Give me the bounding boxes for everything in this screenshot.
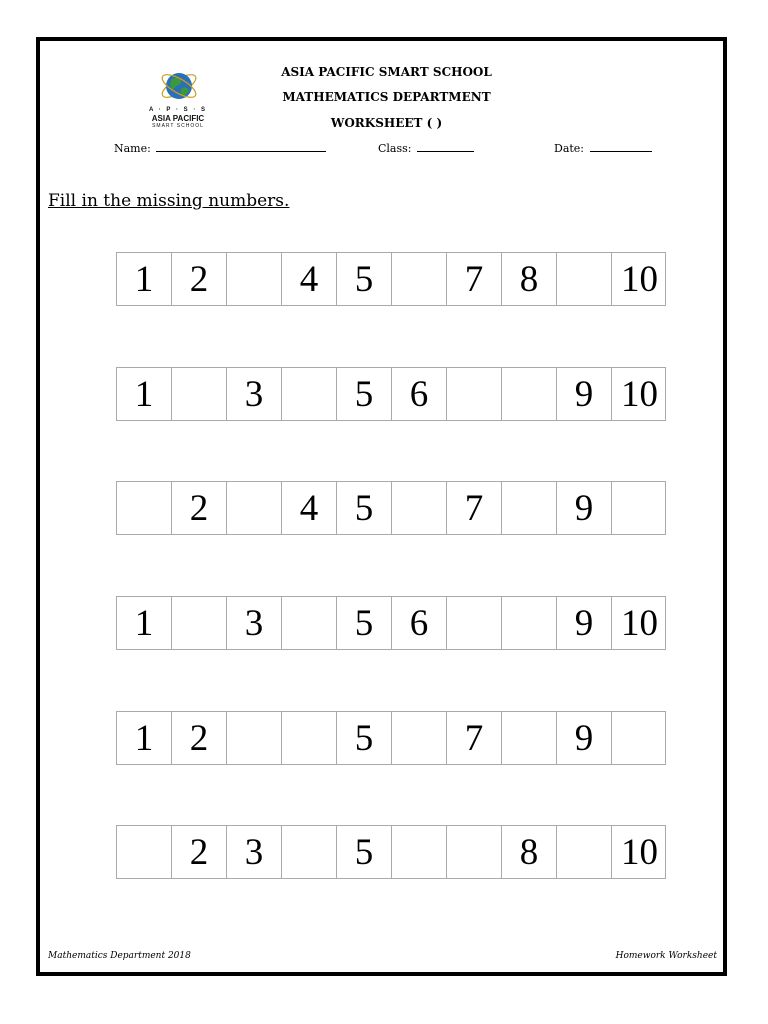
- number-box: 9: [557, 712, 612, 764]
- date-blank[interactable]: [590, 141, 652, 152]
- blank-number-box[interactable]: [227, 712, 282, 764]
- logo-initials: A · P · S · S: [148, 107, 207, 113]
- blank-number-box[interactable]: [557, 826, 612, 878]
- number-box: 10: [621, 831, 658, 873]
- blank-number-box[interactable]: [557, 253, 612, 305]
- number-box: 9: [557, 597, 612, 649]
- blank-number-box[interactable]: [392, 826, 447, 878]
- blank-number-box[interactable]: [392, 482, 447, 534]
- blank-number-box[interactable]: [447, 597, 502, 649]
- blank-number-box[interactable]: [227, 253, 282, 305]
- number-box: 3: [227, 826, 282, 878]
- department-name: MATHEMATICS DEPARTMENT: [282, 90, 491, 104]
- number-box: 4: [282, 253, 337, 305]
- blank-number-box[interactable]: [172, 597, 227, 649]
- blank-number-box[interactable]: [502, 482, 557, 534]
- date-label: Date:: [554, 142, 585, 155]
- number-box: 5: [337, 826, 392, 878]
- blank-number-box[interactable]: [282, 597, 337, 649]
- footer-right: Homework Worksheet: [615, 951, 717, 961]
- number-box: 5: [337, 253, 392, 305]
- logo-tagline: SMART SCHOOL: [152, 123, 204, 129]
- number-box: 2: [172, 253, 227, 305]
- student-info-fields: [40, 141, 723, 157]
- logo-name: ASIA PACIFIC: [151, 114, 205, 123]
- blank-number-box[interactable]: [282, 368, 337, 420]
- name-blank[interactable]: [156, 141, 326, 152]
- number-row: [116, 252, 666, 306]
- school-name: ASIA PACIFIC SMART SCHOOL: [281, 65, 492, 79]
- number-row: [116, 481, 666, 535]
- number-row: [116, 367, 666, 421]
- blank-number-box[interactable]: [392, 253, 447, 305]
- class-field[interactable]: [378, 141, 474, 155]
- number-box: 3: [227, 597, 282, 649]
- number-row: [116, 711, 666, 765]
- number-box: 10: [621, 602, 658, 644]
- blank-number-box[interactable]: [172, 368, 227, 420]
- number-box: 1: [117, 368, 172, 420]
- class-label: Class:: [378, 142, 412, 155]
- number-box: 7: [447, 482, 502, 534]
- number-box: 5: [337, 368, 392, 420]
- worksheet-page: [36, 37, 727, 976]
- number-box: 5: [337, 482, 392, 534]
- number-box: 1: [117, 597, 172, 649]
- blank-number-box[interactable]: [392, 712, 447, 764]
- blank-number-box[interactable]: [117, 482, 172, 534]
- instruction-text: Fill in the missing numbers.: [48, 191, 290, 211]
- number-box: 1: [117, 712, 172, 764]
- number-box: 2: [172, 826, 227, 878]
- date-field[interactable]: [554, 141, 652, 155]
- number-box: 6: [392, 368, 447, 420]
- blank-number-box[interactable]: [447, 368, 502, 420]
- class-blank[interactable]: [417, 141, 474, 152]
- number-box: 7: [447, 712, 502, 764]
- number-box: 4: [282, 482, 337, 534]
- blank-number-box[interactable]: [117, 826, 172, 878]
- number-box: 2: [172, 482, 227, 534]
- name-label: Name:: [114, 142, 151, 155]
- number-row: [116, 825, 666, 879]
- blank-number-box[interactable]: [227, 482, 282, 534]
- number-box: 5: [337, 597, 392, 649]
- blank-number-box[interactable]: [447, 826, 502, 878]
- blank-number-box[interactable]: [282, 826, 337, 878]
- number-box: 10: [621, 373, 658, 415]
- footer-left: Mathematics Department 2018: [48, 951, 191, 961]
- number-box: 2: [172, 712, 227, 764]
- number-box: 6: [392, 597, 447, 649]
- number-row: [116, 596, 666, 650]
- number-box: 8: [502, 826, 557, 878]
- number-box: 3: [227, 368, 282, 420]
- blank-number-box[interactable]: [612, 712, 667, 764]
- number-box: 9: [557, 482, 612, 534]
- number-box: 5: [337, 712, 392, 764]
- blank-number-box[interactable]: [502, 368, 557, 420]
- blank-number-box[interactable]: [282, 712, 337, 764]
- blank-number-box[interactable]: [502, 597, 557, 649]
- number-box: 10: [621, 258, 658, 300]
- worksheet-title: WORKSHEET ( ): [330, 116, 443, 130]
- blank-number-box[interactable]: [502, 712, 557, 764]
- name-field[interactable]: [114, 141, 326, 155]
- number-box: 7: [447, 253, 502, 305]
- number-box: 9: [557, 368, 612, 420]
- blank-number-box[interactable]: [612, 482, 667, 534]
- number-box: 1: [117, 253, 172, 305]
- number-box: 8: [502, 253, 557, 305]
